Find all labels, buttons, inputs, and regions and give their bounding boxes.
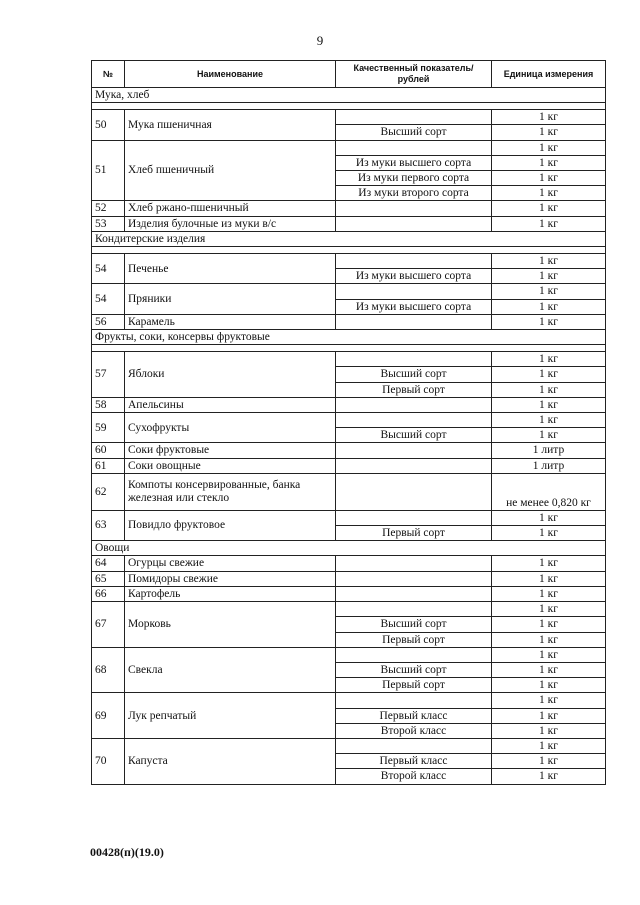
unit-cell: 1 кг xyxy=(492,125,606,140)
product-name: Пряники xyxy=(125,284,336,314)
row-number: 69 xyxy=(92,693,125,739)
quality-cell: Высший сорт xyxy=(336,428,492,443)
table-row xyxy=(92,443,606,458)
row-number: 70 xyxy=(92,738,125,784)
quality-cell xyxy=(336,693,492,708)
quality-cell xyxy=(336,510,492,525)
product-name: Изделия булочные из муки в/с xyxy=(125,216,336,231)
row-number: 59 xyxy=(92,413,125,443)
quality-cell: Из муки высшего сорта xyxy=(336,269,492,284)
quality-cell xyxy=(336,443,492,458)
row-number: 52 xyxy=(92,201,125,216)
product-name: Хлеб ржано-пшеничный xyxy=(125,201,336,216)
product-name: Повидло фруктовое xyxy=(125,510,336,540)
row-number: 54 xyxy=(92,254,125,284)
table-row xyxy=(92,201,606,216)
unit-cell: 1 кг xyxy=(492,723,606,738)
quality-cell xyxy=(336,140,492,155)
unit-cell: 1 кг xyxy=(492,110,606,125)
quality-cell xyxy=(336,556,492,571)
table-row xyxy=(92,571,606,586)
section-title: Фрукты, соки, консервы фруктовые xyxy=(92,330,606,345)
quality-cell xyxy=(336,110,492,125)
product-name: Огурцы свежие xyxy=(125,556,336,571)
unit-cell: 1 кг xyxy=(492,526,606,541)
row-number: 61 xyxy=(92,458,125,473)
row-number: 60 xyxy=(92,443,125,458)
quality-cell xyxy=(336,352,492,367)
row-number: 54 xyxy=(92,284,125,314)
table-row xyxy=(92,510,606,525)
table-row xyxy=(92,314,606,329)
product-name: Соки фруктовые xyxy=(125,443,336,458)
product-name: Лук репчатый xyxy=(125,693,336,739)
product-name: Морковь xyxy=(125,602,336,648)
table-row xyxy=(92,352,606,367)
quality-cell: Высший сорт xyxy=(336,662,492,677)
quality-cell xyxy=(336,397,492,412)
product-name: Карамель xyxy=(125,314,336,329)
table-row xyxy=(92,254,606,269)
product-name: Печенье xyxy=(125,254,336,284)
table-row xyxy=(92,693,606,708)
quality-cell: Высший сорт xyxy=(336,367,492,382)
table-row xyxy=(92,110,606,125)
table-row xyxy=(92,738,606,753)
quality-cell: Высший сорт xyxy=(336,125,492,140)
product-name: Хлеб пшеничный xyxy=(125,140,336,201)
unit-cell: 1 кг xyxy=(492,254,606,269)
unit-cell: 1 кг xyxy=(492,397,606,412)
quality-cell: Из муки высшего сорта xyxy=(336,155,492,170)
unit-cell: 1 кг xyxy=(492,571,606,586)
unit-cell: 1 кг xyxy=(492,662,606,677)
unit-cell: 1 кг xyxy=(492,586,606,601)
table-row xyxy=(92,397,606,412)
products-table xyxy=(91,60,606,785)
quality-cell xyxy=(336,314,492,329)
row-number: 51 xyxy=(92,140,125,201)
section-row xyxy=(92,330,606,345)
header-quality: Качественный показатель/рублей xyxy=(336,61,492,88)
row-number: 50 xyxy=(92,110,125,140)
unit-cell: 1 кг xyxy=(492,216,606,231)
quality-cell: Высший сорт xyxy=(336,617,492,632)
unit-cell: 1 кг xyxy=(492,556,606,571)
row-number: 58 xyxy=(92,397,125,412)
unit-cell: 1 литр xyxy=(492,443,606,458)
table-row xyxy=(92,602,606,617)
quality-cell: Второй класс xyxy=(336,769,492,784)
unit-cell: 1 кг xyxy=(492,171,606,186)
unit-cell: 1 кг xyxy=(492,693,606,708)
quality-cell: Из муки первого сорта xyxy=(336,171,492,186)
unit-cell: 1 литр xyxy=(492,458,606,473)
unit-cell: 1 кг xyxy=(492,284,606,299)
table-row xyxy=(92,140,606,155)
quality-cell: Первый сорт xyxy=(336,632,492,647)
quality-cell: Первый сорт xyxy=(336,526,492,541)
quality-cell xyxy=(336,458,492,473)
quality-cell: Из муки высшего сорта xyxy=(336,299,492,314)
unit-cell: 1 кг xyxy=(492,367,606,382)
unit-cell: 1 кг xyxy=(492,155,606,170)
quality-cell xyxy=(336,586,492,601)
unit-cell: 1 кг xyxy=(492,413,606,428)
unit-cell: 1 кг xyxy=(492,738,606,753)
table-row xyxy=(92,458,606,473)
unit-cell: 1 кг xyxy=(492,510,606,525)
unit-cell: 1 кг xyxy=(492,201,606,216)
table-row xyxy=(92,413,606,428)
unit-cell: 1 кг xyxy=(492,186,606,201)
unit-cell: 1 кг xyxy=(492,428,606,443)
table-row xyxy=(92,586,606,601)
unit-cell: 1 кг xyxy=(492,708,606,723)
quality-cell: Второй класс xyxy=(336,723,492,738)
product-name: Картофель xyxy=(125,586,336,601)
quality-cell: Из муки второго сорта xyxy=(336,186,492,201)
unit-cell: 1 кг xyxy=(492,632,606,647)
unit-cell: 1 кг xyxy=(492,678,606,693)
quality-cell: Первый сорт xyxy=(336,678,492,693)
spacer-row xyxy=(92,103,606,110)
quality-cell xyxy=(336,738,492,753)
row-number: 63 xyxy=(92,510,125,540)
section-row xyxy=(92,88,606,103)
row-number: 68 xyxy=(92,647,125,693)
document-code: 00428(п)(19.0) xyxy=(90,845,164,859)
row-number: 56 xyxy=(92,314,125,329)
unit-cell: 1 кг xyxy=(492,382,606,397)
header-unit: Единица измерения xyxy=(492,61,606,88)
quality-cell xyxy=(336,602,492,617)
quality-cell xyxy=(336,201,492,216)
row-number: 66 xyxy=(92,586,125,601)
row-number: 64 xyxy=(92,556,125,571)
table-row xyxy=(92,647,606,662)
quality-cell: Первый класс xyxy=(336,754,492,769)
unit-cell: 1 кг xyxy=(492,352,606,367)
row-number: 65 xyxy=(92,571,125,586)
quality-cell: Первый сорт xyxy=(336,382,492,397)
unit-cell: 1 кг xyxy=(492,769,606,784)
section-row xyxy=(92,231,606,246)
quality-cell xyxy=(336,284,492,299)
unit-cell: 1 кг xyxy=(492,269,606,284)
product-name: Капуста xyxy=(125,738,336,784)
unit-cell: 1 кг xyxy=(492,314,606,329)
section-title: Кондитерские изделия xyxy=(92,231,606,246)
unit-cell: 1 кг xyxy=(492,647,606,662)
row-number: 67 xyxy=(92,602,125,648)
unit-cell: 1 кг xyxy=(492,617,606,632)
quality-cell xyxy=(336,216,492,231)
unit-cell: не менее 0,820 кг xyxy=(492,473,606,510)
product-name: Свекла xyxy=(125,647,336,693)
product-name: Яблоки xyxy=(125,352,336,398)
quality-cell: Первый класс xyxy=(336,708,492,723)
unit-cell: 1 кг xyxy=(492,602,606,617)
product-name: Соки овощные xyxy=(125,458,336,473)
table-row xyxy=(92,284,606,299)
product-name: Компоты консервированные, банка железная или стекло xyxy=(125,473,336,510)
table-row xyxy=(92,473,606,510)
row-number: 62 xyxy=(92,473,125,510)
spacer-row xyxy=(92,247,606,254)
unit-cell: 1 кг xyxy=(492,140,606,155)
quality-cell xyxy=(336,413,492,428)
product-name: Помидоры свежие xyxy=(125,571,336,586)
unit-cell: 1 кг xyxy=(492,754,606,769)
quality-cell xyxy=(336,254,492,269)
row-number: 57 xyxy=(92,352,125,398)
product-name: Мука пшеничная xyxy=(125,110,336,140)
header-name: Наименование xyxy=(125,61,336,88)
table-header-row xyxy=(92,61,606,88)
quality-cell xyxy=(336,571,492,586)
section-row xyxy=(92,541,606,556)
table-row xyxy=(92,216,606,231)
spacer-row xyxy=(92,345,606,352)
unit-cell: 1 кг xyxy=(492,299,606,314)
header-num: № xyxy=(92,61,125,88)
section-title: Овощи xyxy=(92,541,606,556)
quality-cell xyxy=(336,473,492,510)
row-number: 53 xyxy=(92,216,125,231)
quality-cell xyxy=(336,647,492,662)
product-name: Сухофрукты xyxy=(125,413,336,443)
product-name: Апельсины xyxy=(125,397,336,412)
table-row xyxy=(92,556,606,571)
section-title: Мука, хлеб xyxy=(92,88,606,103)
page-number: 9 xyxy=(316,33,324,48)
